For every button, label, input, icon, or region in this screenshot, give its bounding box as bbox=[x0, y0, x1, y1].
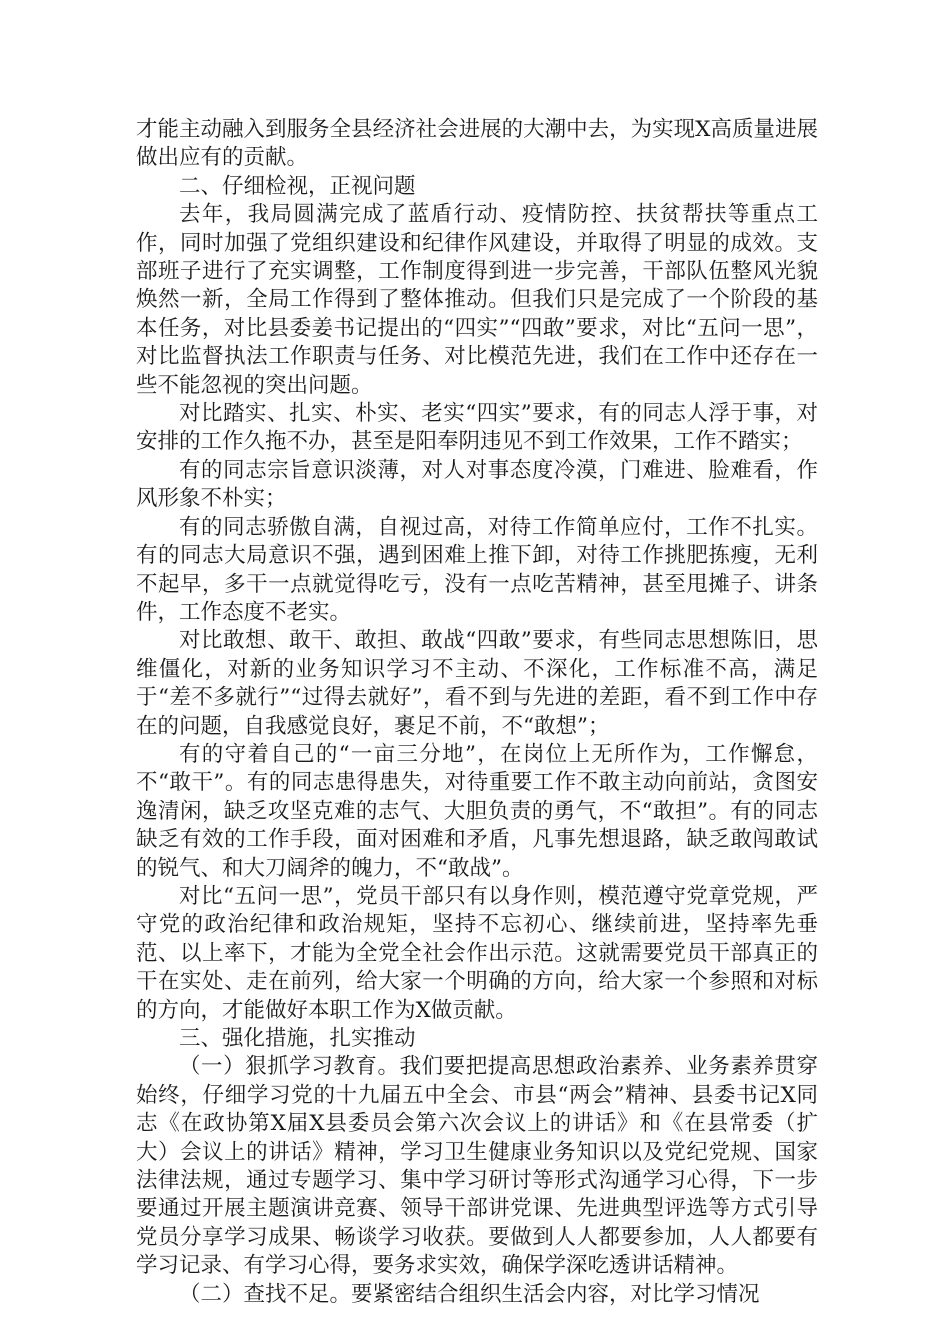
paragraph: 对比敢想、敢干、敢担、敢战“四敢”要求，有些同志思想陈旧，思维僵化，对新的业务知识学习不主动、不深化，工作标准不高，满足于“差不多就行”“过得去就好”，看不到与先进的差距，看不到工作中存在的问题，自我感觉良好，裹足不前，不“敢想”； bbox=[136, 628, 818, 739]
paragraph: 去年，我局圆满完成了蓝盾行动、疫情防控、扶贫帮扶等重点工作，同时加强了党组织建设和纪律作风建设，并取得了明显的成效。支部班子进行了充实调整，工作制度得到进一步完善，干部队伍整风光貌焕然一新，全局工作得到了整体推动。但我们只是完成了一个阶段的基本任务，对比县委姜书记提出的“四实”“四敢”要求，对比“五问一思”，对比监督执法工作职责与任务、对比模范先进，我们在工作中还存在一些不能忽视的突出问题。 bbox=[136, 202, 818, 398]
document-body bbox=[136, 116, 818, 1309]
paragraph: 有的同志宗旨意识淡薄，对人对事态度冷漠，门难进、脸难看，作风形象不朴实； bbox=[136, 457, 818, 512]
paragraph-continued: 才能主动融入到服务全县经济社会进展的大潮中去，为实现X高质量进展做出应有的贡献。 bbox=[136, 117, 818, 171]
paragraph: （二）查找不足。要紧密结合组织生活会内容，对比学习情况 bbox=[179, 1281, 760, 1307]
section-heading-2: 二、仔细检视，正视问题 bbox=[179, 173, 416, 199]
section-heading-3: 三、强化措施，扎实推动 bbox=[179, 1026, 416, 1051]
paragraph: 对比踏实、扎实、朴实、老实“四实”要求，有的同志人浮于事，对安排的工作久拖不办，甚至是阳奉阴违见不到工作效果，工作不踏实； bbox=[136, 401, 818, 455]
paragraph: （一）狠抓学习教育。我们要把提高思想政治素养、业务素养贯穿始终，仔细学习党的十九届五中全会、市县“两会”精神、县委书记X同志《在政协第X届X县委员会第六次会议上的讲话》和《在县常委（扩大）会议上的讲话》精神，学习卫生健康业务知识以及党纪党规、国家法律法规，通过专题学习、集中学习研讨等形式沟通学习心得，下一步要通过开展主题演讲竞赛、领导干部讲党课、先进典型评选等方式引导党员分享学习成果、畅谈学习收获。要做到人人都要参加，人人都要有学习记录、有学习心得，要务求实效，确保学深吃透讲话精神。 bbox=[136, 1054, 818, 1279]
paragraph: 对比“五问一思”，党员干部只有以身作则，模范遵守党章党规，严守党的政治纪律和政治规矩，坚持不忘初心、继续前进，坚持率先垂范、以上率下，才能为全党全社会作出示范。这就需要党员干部真正的干在实处、走在前列，给大家一个明确的方向，给大家一个参照和对标的方向，才能做好本职工作为X做贡献。 bbox=[136, 883, 818, 1023]
paragraph: 有的同志骄傲自满，自视过高，对待工作简单应付，工作不扎实。有的同志大局意识不强，遇到困难上推下卸，对待工作挑肥拣瘦，无利不起早，多干一点就觉得吃亏，没有一点吃苦精神，甚至甩摊子、讲条件，工作态度不老实。 bbox=[136, 514, 818, 625]
paragraph: 有的守着自己的“一亩三分地”，在岗位上无所作为，工作懈怠，不“敢干”。有的同志患得患失，对待重要工作不敢主动向前站，贪图安逸清闲，缺乏攻坚克难的志气、大胆负责的勇气，不“敢担”。有的同志缺乏有效的工作手段，面对困难和矛盾，凡事先想退路，缺乏敢闯敢试的锐气、和大刀阔斧的魄力，不“敢战”。 bbox=[136, 741, 818, 881]
